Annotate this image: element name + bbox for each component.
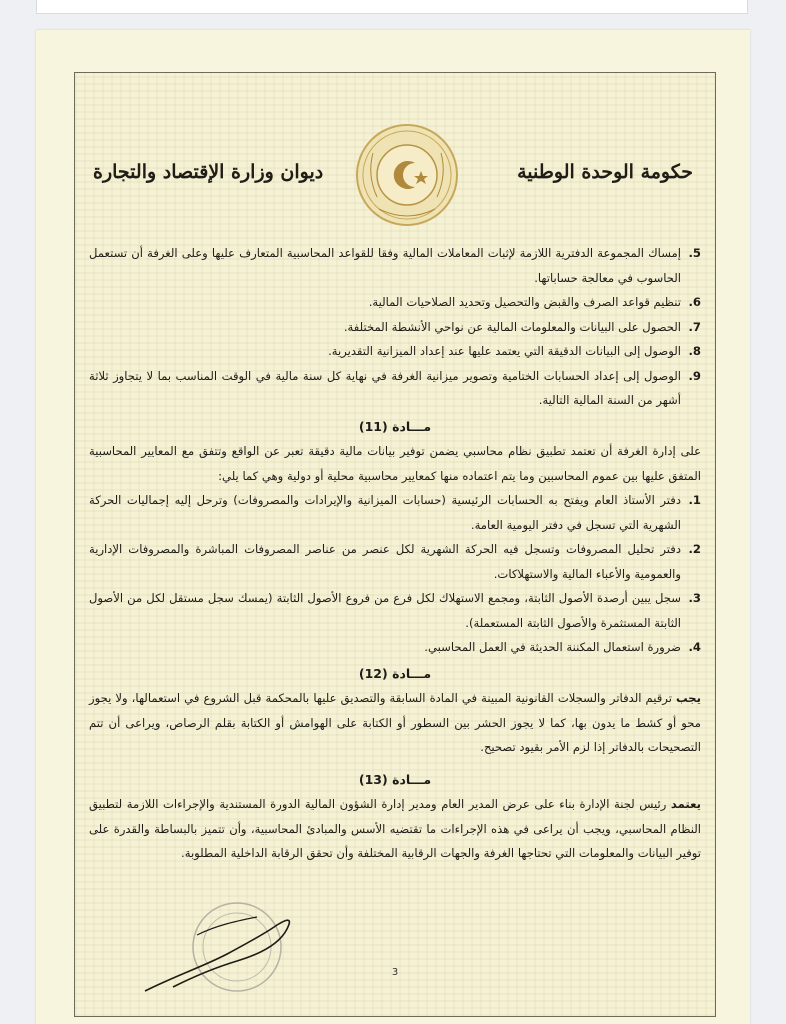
article-11-list	[89, 488, 701, 660]
government-title: حكومة الوحدة الوطنية	[517, 161, 693, 183]
list-item: 3. سجل يبين أرصدة الأصول الثابتة، ومجمع الاستهلاك لكل فرع من فروع الأصول الثابتة (يمسك سجل مستقل لكل من الأصول الثابتة المستثمرة والأصول الثابتة المستعملة).	[89, 591, 701, 630]
page-number: 3	[391, 967, 399, 978]
official-stamp-and-signature-icon	[137, 895, 307, 1005]
list-item: 6. تنظيم قواعد الصرف والقبض والتحصيل وتحديد الصلاحيات المالية.	[368, 295, 701, 309]
page-frame	[74, 72, 716, 1017]
article-11-title: مـــادة (11)	[358, 418, 432, 434]
article-13-title: مـــادة (13)	[358, 771, 432, 787]
article-12-body: يجب ترقيم الدفاتر والسجلات القانونية المبينة في المادة السابقة والتصديق عليها بالمحكمة قبل الشروع في استعمالها، ولا يجوز محو أو كشط ما يدون بها، كما لا يجوز الحشر بين السطور أو الكتابة على الهوامش أو الكتابة بقلم الرصاص، ويراعى أن تتم التصحيحات بالدفاتر إذا لزم الأمر بقيود تصحيح.	[89, 691, 701, 754]
libyan-emblem-icon	[355, 123, 459, 227]
article-11-intro: على إدارة الغرفة أن تعتمد تطبيق نظام محاسبي يضمن توفير بيانات مالية دقيقة تعبر عن الواقع وتتفق مع المعايير المحاسبية المتفق عليها بين عموم المحاسبين وما يتم اعتماده منها كمعايير محاسبية محلية أو دولية وهي كما يلي:	[89, 444, 701, 483]
article-12-title: مـــادة (12)	[358, 665, 432, 681]
list-item: 2. دفتر تحليل المصروفات وتسجل فيه الحركة الشهرية لكل عنصر من عناصر المصروفات المباشرة والمصروفات الإدارية والعمومية والأعباء المالية والاستهلاكات.	[89, 542, 701, 581]
list-item: 8. الوصول إلى البيانات الدقيقة التي يعتمد عليها عند إعداد الميزانية التقديرية.	[328, 344, 701, 358]
list-item: 9. الوصول إلى إعداد الحسابات الختامية وتصوير ميزانية الغرفة في نهاية كل سنة مالية في الوقت المناسب بما لا يتجاوز ثلاثة أشهر من السنة المالية التالية.	[89, 368, 701, 407]
list-item: 4. ضرورة استعمال المكننة الحديثة في العمل المحاسبي.	[424, 640, 701, 654]
numbered-list	[89, 241, 701, 413]
ministry-title: ديوان وزارة الإقتصاد والتجارة	[93, 161, 324, 183]
previous-page-edge	[36, 0, 748, 14]
letterhead	[85, 123, 705, 233]
article-13-body: يعتمد رئيس لجنة الإدارة بناء على عرض المدير العام ومدير إدارة الشؤون المالية الدورة المستندية والإجراءات اللازمة لتطبيق النظام المحاسبي، ويجب أن يراعى في هذه الإجراءات ما تقتضيه الأسس والمبادئ المحاسبية، وأن تتميز بالبساطة والقدرة على توفير البيانات والمعلومات التي تحتاجها الغرفة والجهات الرقابية المختلفة وأن تحقق الرقابة الداخلية المطلوبة.	[89, 797, 701, 860]
document-body	[89, 241, 701, 866]
document-page	[36, 30, 750, 1024]
list-item: 1. دفتر الأستاذ العام ويفتح به الحسابات الرئيسية (حسابات الميزانية والإيرادات والمصروفات) وترحل إليه إجماليات الحركة الشهرية التي تسجل في دفتر اليومية العامة.	[89, 493, 701, 532]
list-item: 7. الحصول على البيانات والمعلومات المالية عن نواحي الأنشطة المختلفة.	[343, 319, 701, 334]
list-item: 5. إمساك المجموعة الدفترية اللازمة لإثبات المعاملات المالية وفقا للقواعد المحاسبية المتعارف عليها وعلى الغرفة أن تستعمل الحاسوب في معالجة حساباتها.	[89, 246, 701, 285]
